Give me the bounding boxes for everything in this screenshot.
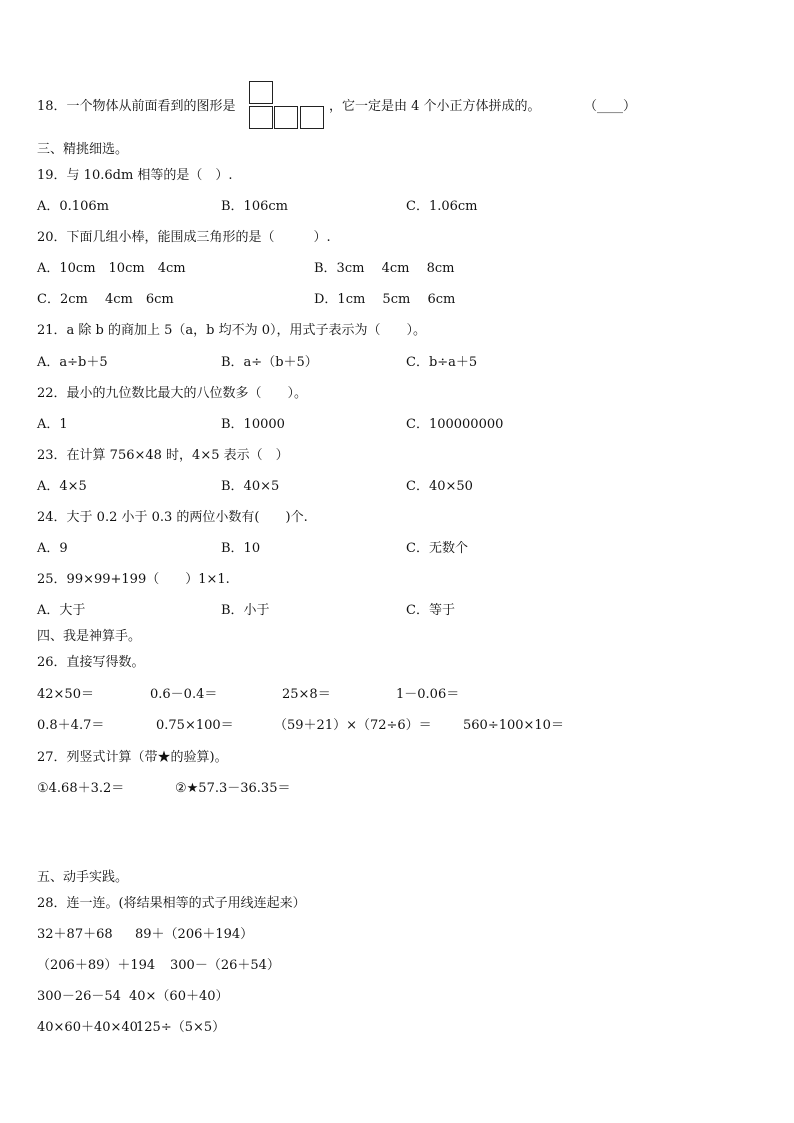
q19-option-b[interactable]: B．106cm bbox=[221, 199, 288, 214]
q20-stem: 20．下面几组小棒，能围成三角形的是（ ）. bbox=[37, 230, 331, 245]
q28-left-expr-3[interactable]: 300－26－54 bbox=[37, 989, 121, 1004]
q20-option-b[interactable]: B．3cm 4cm 8cm bbox=[314, 261, 455, 276]
q18-answer-blank[interactable]: （____） bbox=[584, 99, 637, 114]
section-5-title: 五、动手实践。 bbox=[37, 870, 129, 885]
q26-row1-item-4: 1－0.06＝ bbox=[396, 687, 460, 702]
q26-row2-item-4: 560÷100×10＝ bbox=[463, 718, 564, 733]
q26-row1-item-2: 0.6－0.4＝ bbox=[150, 687, 218, 702]
q28-stem: 28．连一连。(将结果相等的式子用线连起来） bbox=[37, 896, 306, 911]
q28-left-expr-2[interactable]: （206＋89）＋194 bbox=[37, 958, 156, 973]
q22-option-a[interactable]: A．1 bbox=[37, 417, 68, 432]
q25-option-c[interactable]: C．等于 bbox=[406, 603, 455, 618]
q22-option-c[interactable]: C．100000000 bbox=[406, 417, 504, 432]
q27-item-1: ①4.68＋3.2＝ bbox=[37, 781, 125, 796]
section-4-title: 四、我是神算手。 bbox=[37, 629, 142, 644]
q28-right-expr-1[interactable]: 89＋（206＋194） bbox=[135, 927, 254, 942]
q28-right-expr-2[interactable]: 300－（26＋54） bbox=[170, 958, 280, 973]
section-3-title: 三、精挑细选。 bbox=[37, 142, 129, 157]
q26-row1-item-1: 42×50＝ bbox=[37, 687, 94, 702]
q24-option-c[interactable]: C．无数个 bbox=[406, 541, 468, 556]
cube-bottom-square-3 bbox=[300, 106, 324, 129]
q25-option-a[interactable]: A．大于 bbox=[37, 603, 86, 618]
q25-option-b[interactable]: B．小于 bbox=[221, 603, 270, 618]
front-view-figure bbox=[249, 81, 329, 133]
q26-row1-item-3: 25×8＝ bbox=[282, 687, 331, 702]
q24-option-b[interactable]: B．10 bbox=[221, 541, 261, 556]
q23-stem: 23．在计算 756×48 时，4×5 表示（ ） bbox=[37, 448, 289, 463]
cube-bottom-square-1 bbox=[249, 106, 273, 129]
q26-row2-item-3: （59＋21）×（72÷6）＝ bbox=[274, 718, 432, 733]
q20-option-d[interactable]: D．1cm 5cm 6cm bbox=[314, 292, 456, 307]
q24-option-a[interactable]: A．9 bbox=[37, 541, 68, 556]
q18-text-before: 18．一个物体从前面看到的图形是 bbox=[37, 99, 236, 114]
q20-option-a[interactable]: A．10cm 10cm 4cm bbox=[37, 261, 186, 276]
q23-option-a[interactable]: A．4×5 bbox=[37, 479, 87, 494]
q26-stem: 26．直接写得数。 bbox=[37, 655, 145, 670]
q21-stem: 21．a 除 b 的商加上 5（a，b 均不为 0），用式子表示为（ ）。 bbox=[37, 323, 427, 338]
q23-option-c[interactable]: C．40×50 bbox=[406, 479, 473, 494]
cube-top-square bbox=[249, 81, 273, 104]
q22-option-b[interactable]: B．10000 bbox=[221, 417, 285, 432]
q23-option-b[interactable]: B．40×5 bbox=[221, 479, 280, 494]
q27-stem: 27．列竖式计算（带★的验算)。 bbox=[37, 750, 228, 765]
q19-option-c[interactable]: C．1.06cm bbox=[406, 199, 478, 214]
q19-option-a[interactable]: A．0.106m bbox=[37, 199, 109, 214]
q24-stem: 24．大于 0.2 小于 0.3 的两位小数有( )个. bbox=[37, 510, 308, 525]
q28-left-expr-1[interactable]: 32＋87＋68 bbox=[37, 927, 113, 942]
q18-text-after: ，它一定是由 4 个小正方体拼成的。 bbox=[329, 99, 541, 114]
q26-row2-item-2: 0.75×100＝ bbox=[156, 718, 234, 733]
q25-stem: 25．99×99+199（ ）1×1. bbox=[37, 572, 230, 587]
q21-option-a[interactable]: A．a÷b＋5 bbox=[37, 355, 108, 370]
q28-right-expr-4[interactable]: 125÷（5×5） bbox=[136, 1020, 226, 1035]
cube-bottom-square-2 bbox=[274, 106, 298, 129]
q21-option-c[interactable]: C．b÷a＋5 bbox=[406, 355, 478, 370]
q20-option-c[interactable]: C．2cm 4cm 6cm bbox=[37, 292, 174, 307]
q28-right-expr-3[interactable]: 40×（60＋40） bbox=[129, 989, 229, 1004]
q27-item-2: ②★57.3－36.35＝ bbox=[175, 781, 291, 796]
q26-row2-item-1: 0.8＋4.7＝ bbox=[37, 718, 105, 733]
q28-left-expr-4[interactable]: 40×60＋40×40 bbox=[37, 1020, 138, 1035]
q19-stem: 19．与 10.6dm 相等的是（ ）. bbox=[37, 168, 233, 183]
q21-option-b[interactable]: B．a÷（b＋5） bbox=[221, 355, 318, 370]
q22-stem: 22．最小的九位数比最大的八位数多（ ）。 bbox=[37, 386, 308, 401]
